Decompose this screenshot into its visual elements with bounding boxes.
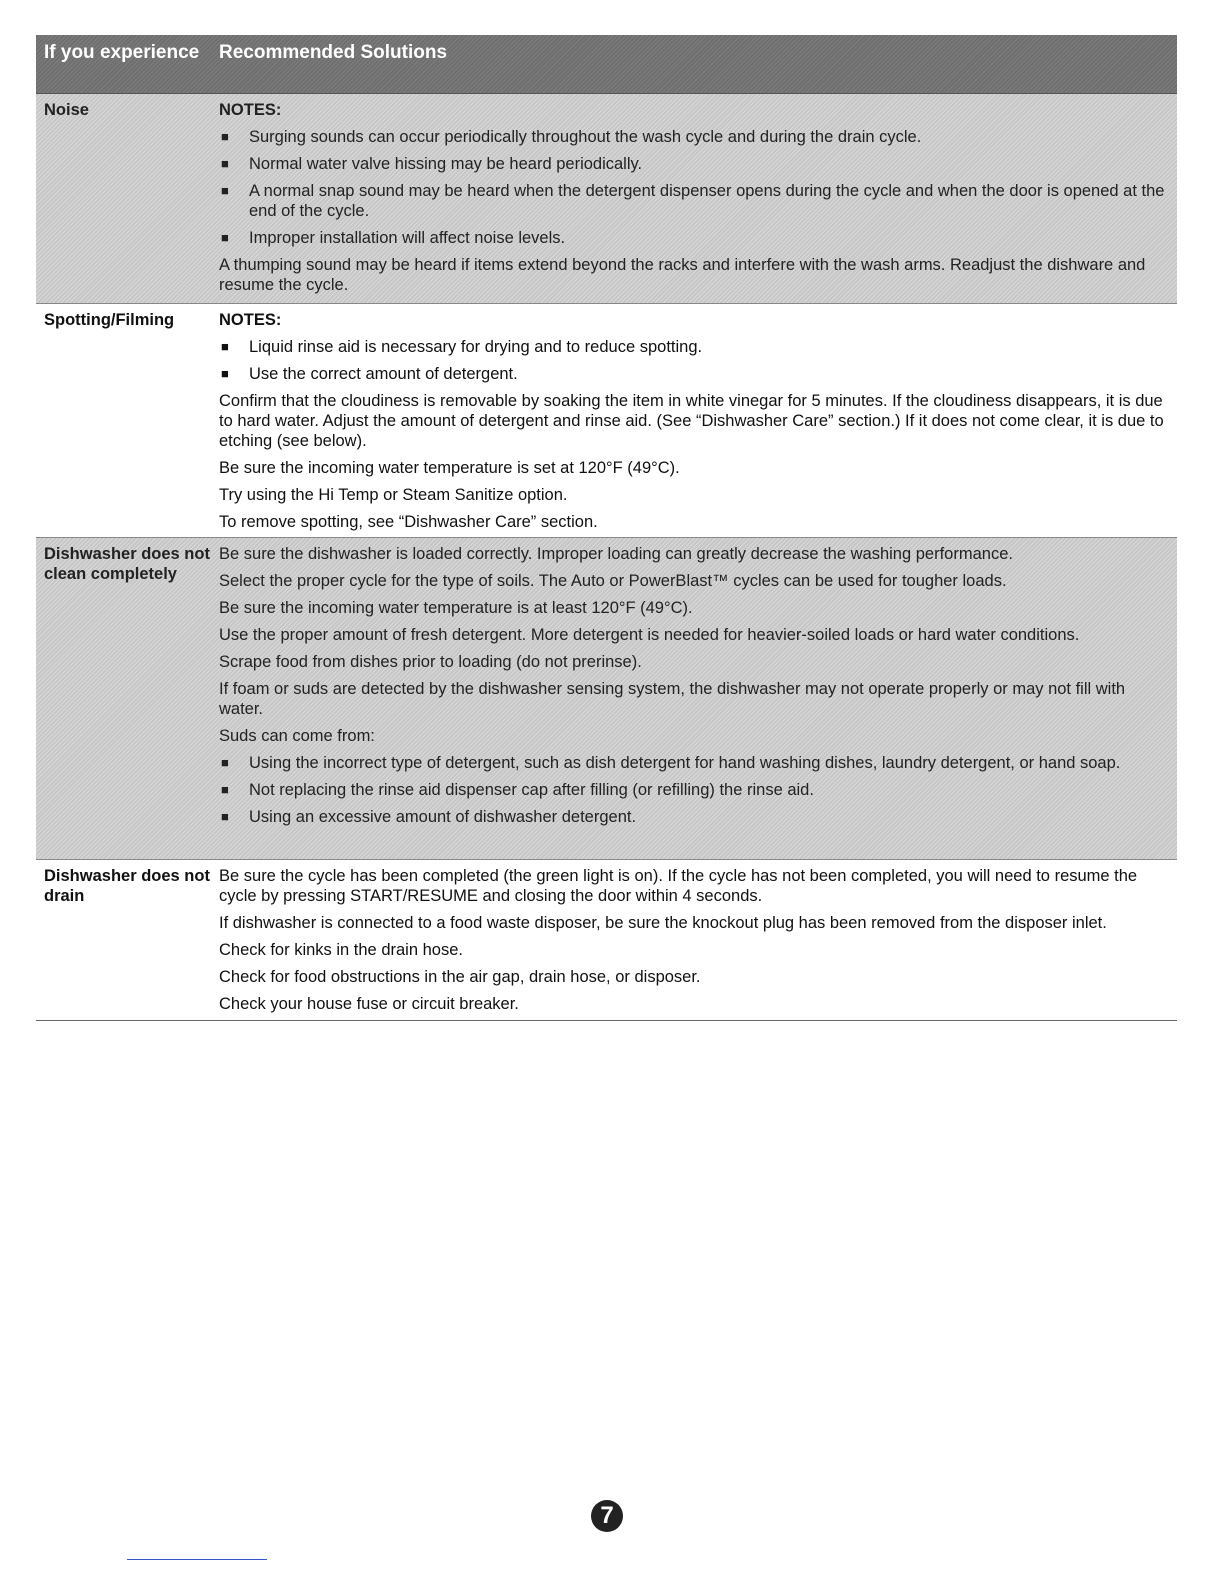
solution-text: Select the proper cycle for the type of soils. The Auto or PowerBlast™ cycles can be used for tougher loads. xyxy=(219,572,1007,590)
bullet-square-icon: ■ xyxy=(221,156,229,171)
table-row-not-clean xyxy=(36,538,1177,860)
problem-label: Dishwasher does not clean completely xyxy=(44,545,210,583)
header-solutions: Recommended Solutions xyxy=(219,42,448,63)
bullet-item: ■ Not replacing the rinse aid dispenser cap after filling (or refilling) the rinse aid. xyxy=(221,781,814,799)
solution-text: Confirm that the cloudiness is removable by soaking the item in white vinegar for 5 minutes. If the cloudiness disappears, it is due to hard water. Adjust the amount of detergent and rinse aid. (See “Dishwasher Care” section.) If it does not come clear, it is due to etching (see below). xyxy=(219,392,1164,450)
problem-label: Spotting/Filming xyxy=(44,311,175,329)
solution-text: Be sure the incoming water temperature is at least 120°F (49°C). xyxy=(219,599,693,617)
notes-label: NOTES: xyxy=(219,101,282,119)
solution-text: Suds can come from: xyxy=(219,727,375,745)
bullet-square-icon: ■ xyxy=(221,230,229,245)
solutions-cell xyxy=(210,860,1177,1020)
bullet-square-icon: ■ xyxy=(221,183,229,198)
bullet-item: ■ Surging sounds can occur periodically throughout the wash cycle and during the drain cycle. xyxy=(221,128,922,146)
table-row-noise xyxy=(36,94,1177,304)
solution-text: To remove spotting, see “Dishwasher Care” section. xyxy=(219,513,598,531)
bullet-item: ■ Use the correct amount of detergent. xyxy=(221,365,518,383)
solution-text: Be sure the cycle has been completed (the green light is on). If the cycle has not been completed, you will need to resume the cycle by pressing START/RESUME and closing the door within 4 seconds. xyxy=(219,867,1138,905)
bullet-item: ■ Normal water valve hissing may be heard periodically. xyxy=(221,155,643,173)
bullet-square-icon: ■ xyxy=(221,366,229,381)
troubleshooting-table xyxy=(36,35,1177,1021)
page-number: 7 xyxy=(591,1500,623,1532)
bullet-item: ■ Liquid rinse aid is necessary for drying and to reduce spotting. xyxy=(221,338,703,356)
solutions-cell xyxy=(210,538,1177,859)
bullet-item: ■ Using an excessive amount of dishwasher detergent. xyxy=(221,808,637,826)
table-row-spotting xyxy=(36,304,1177,538)
solution-text: If foam or suds are detected by the dishwasher sensing system, the dishwasher may not operate properly or may not fill with water. xyxy=(219,680,1126,718)
bullet-square-icon: ■ xyxy=(221,782,229,797)
solution-text: Try using the Hi Temp or Steam Sanitize option. xyxy=(219,486,568,504)
bullet-item: ■ A normal snap sound may be heard when the detergent dispenser opens during the cycle and when the door is opened at the end of the cycle. xyxy=(221,182,1165,220)
problem-label: Noise xyxy=(44,101,89,119)
solution-text: Check for food obstructions in the air gap, drain hose, or disposer. xyxy=(219,968,701,986)
solution-text: Use the proper amount of fresh detergent. More detergent is needed for heavier-soiled loads or hard water conditions. xyxy=(219,626,1080,644)
solution-text: A thumping sound may be heard if items extend beyond the racks and interfere with the wash arms. Readjust the dishware and resume the cycle. xyxy=(219,256,1146,294)
header-problem: If you experience xyxy=(44,42,200,63)
table-header xyxy=(36,35,1177,94)
solution-text: If dishwasher is connected to a food waste disposer, be sure the knockout plug has been removed from the disposer inlet. xyxy=(219,914,1107,932)
solution-text: Check for kinks in the drain hose. xyxy=(219,941,463,959)
solution-text: Be sure the incoming water temperature is set at 120°F (49°C). xyxy=(219,459,680,477)
problem-label: Dishwasher does not drain xyxy=(44,867,210,905)
bullet-square-icon: ■ xyxy=(221,339,229,354)
bullet-square-icon: ■ xyxy=(221,755,229,770)
footer-divider xyxy=(127,1559,267,1560)
notes-label: NOTES: xyxy=(219,311,282,329)
table-row-not-drain xyxy=(36,860,1177,1021)
bullet-item: ■ Improper installation will affect noise levels. xyxy=(221,229,566,247)
bullet-item: ■ Using the incorrect type of detergent, such as dish detergent for hand washing dishes, laundry detergent, or hand soap. xyxy=(221,754,1121,772)
solutions-cell xyxy=(210,94,1177,303)
solution-text: Scrape food from dishes prior to loading (do not prerinse). xyxy=(219,653,642,671)
bullet-square-icon: ■ xyxy=(221,809,229,824)
solution-text: Check your house fuse or circuit breaker. xyxy=(219,995,519,1013)
solution-text: Be sure the dishwasher is loaded correctly. Improper loading can greatly decrease the washing performance. xyxy=(219,545,1013,563)
bullet-square-icon: ■ xyxy=(221,129,229,144)
solutions-cell xyxy=(210,304,1177,537)
